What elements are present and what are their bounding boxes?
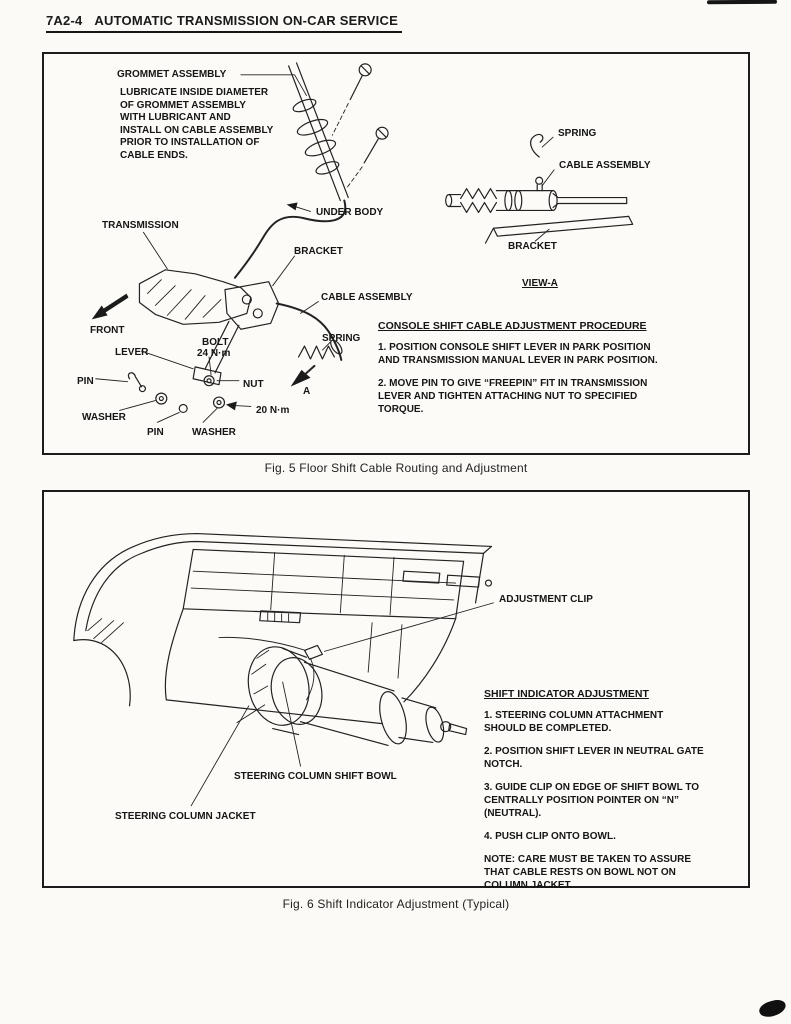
label-view-bracket: BRACKET: [508, 241, 557, 252]
label-washer-lower: WASHER: [192, 427, 236, 438]
fig6-procedure: [484, 688, 706, 902]
label-nut: NUT: [243, 379, 264, 390]
bracket-art: [225, 256, 295, 329]
front-arrow: [92, 294, 129, 320]
label-spring: SPRING: [322, 333, 361, 344]
fig6-caption: Fig. 6 Shift Indicator Adjustment (Typical): [282, 897, 510, 911]
view-a-art: [446, 134, 633, 243]
fig6-procedure-step-1: 1. STEERING COLUMN ATTACHMENT SHOULD BE COMPLETED.: [484, 710, 664, 734]
page-title: [46, 13, 402, 33]
fig6-diagram-panel: [42, 490, 750, 891]
label-view-cable-assembly: CABLE ASSEMBLY: [559, 160, 651, 171]
fig5-procedure-step-2: 2. MOVE PIN TO GIVE “FREEPIN” FIT IN TRANSMISSION LEVER AND TIGHTEN ATTACHING NUT TO SPECIFIED TORQUE.: [378, 378, 648, 415]
label-adjustment-clip: ADJUSTMENT CLIP: [499, 594, 593, 605]
page-title-text: AUTOMATIC TRANSMISSION ON-CAR SERVICE: [94, 13, 398, 28]
under-body-arrow: [287, 203, 311, 212]
label-washer-left: WASHER: [82, 412, 126, 423]
label-grommet-assembly: GROMMET ASSEMBLY: [117, 69, 227, 80]
scan-artifact-bottom: [758, 998, 788, 1019]
label-bracket: BRACKET: [294, 246, 343, 257]
label-shift-bowl: STEERING COLUMN SHIFT BOWL: [234, 771, 397, 782]
page-header: [46, 12, 402, 33]
label-lever: LEVER: [115, 347, 149, 358]
steering-column-art: [237, 641, 467, 746]
fig5-procedure: [378, 320, 660, 426]
page-code: 7A2-4: [46, 13, 83, 28]
fig6-procedure-title: SHIFT INDICATOR ADJUSTMENT: [484, 688, 649, 700]
fig5-procedure-step-1: 1. POSITION CONSOLE SHIFT LEVER IN PARK POSITION AND TRANSMISSION MANUAL LEVER IN PARK POSITION.: [378, 342, 658, 366]
label-transmission: TRANSMISSION: [102, 220, 179, 231]
label-cable-assembly: CABLE ASSEMBLY: [321, 292, 413, 303]
label-bolt-torque: 24 N·m: [197, 348, 231, 359]
label-pin-upper: PIN: [77, 376, 94, 387]
scan-artifact-top: [707, 0, 777, 4]
label-pin-lower: PIN: [147, 427, 164, 438]
fig6-procedure-step-3: 3. GUIDE CLIP ON EDGE OF SHIFT BOWL TO CENTRALLY POSITION POINTER ON “N” (NEUTRAL).: [484, 782, 700, 819]
fig6-procedure-note: NOTE: CARE MUST BE TAKEN TO ASSURE THAT CABLE RESTS ON BOWL NOT ON COLUMN JACKET.: [484, 854, 692, 891]
label-column-jacket: STEERING COLUMN JACKET: [115, 811, 256, 822]
label-view-spring: SPRING: [558, 128, 597, 139]
label-lubricate-note: LUBRICATE INSIDE DIAMETER OF GROMMET ASSEMBLY WITH LUBRICANT AND INSTALL ON CABLE ASSEMBLY PRIOR TO INSTALLATION OF CABLE ENDS.: [120, 87, 274, 161]
cable-assembly-art: [277, 302, 344, 360]
label-front: FRONT: [90, 325, 125, 336]
fig5-procedure-title: CONSOLE SHIFT CABLE ADJUSTMENT PROCEDURE: [378, 320, 647, 332]
fig6-procedure-step-2: 2. POSITION SHIFT LEVER IN NEUTRAL GATE NOTCH.: [484, 746, 704, 770]
fig6-procedure-step-4: 4. PUSH CLIP ONTO BOWL.: [484, 831, 616, 842]
fig5-diagram-panel: [42, 52, 750, 455]
view-a-title: VIEW-A: [522, 278, 558, 289]
label-bolt: BOLT: [202, 337, 229, 348]
label-under-body: UNDER BODY: [316, 207, 384, 218]
fig5-caption: Fig. 5 Floor Shift Cable Routing and Adjustment: [264, 461, 528, 475]
detail-a-marker: A: [303, 386, 311, 397]
label-nut-torque: 20 N·m: [256, 405, 290, 416]
detail-a-arrow: [291, 366, 315, 387]
dashboard-art: [74, 534, 492, 724]
